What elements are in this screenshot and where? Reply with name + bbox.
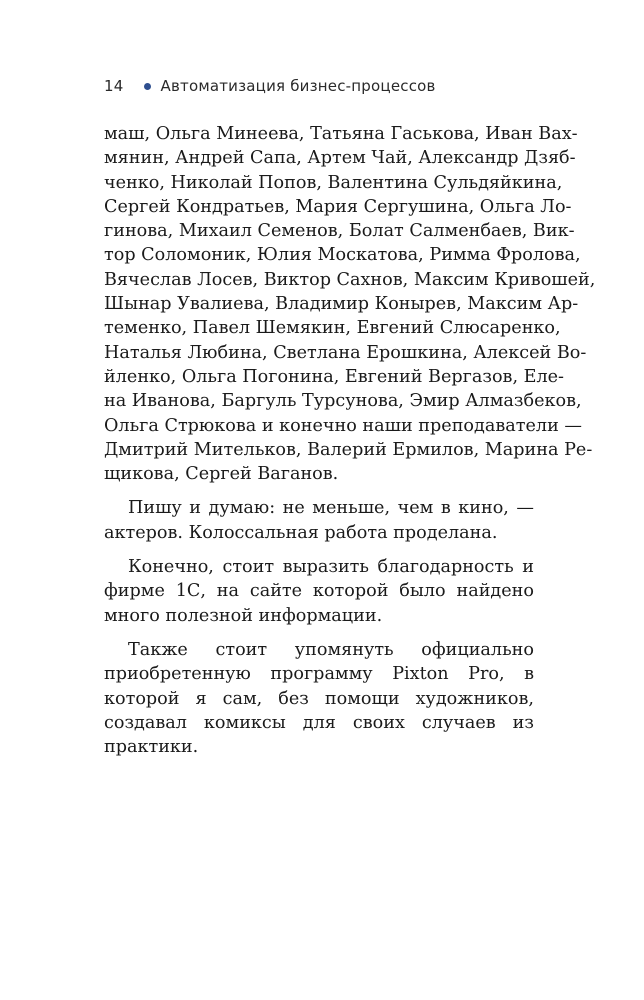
bullet-icon [144,83,151,90]
text-line: щикова, Сергей Ваганов. [104,464,339,485]
text-line: йленко, Ольга Погонина, Евгений Вергазов, Еле- [104,366,565,387]
text-line: мянин, Андрей Сапа, Артем Чай, Александр Дзяб- [104,148,576,169]
text-line: Наталья Любина, Светлана Ерошкина, Алексей Во- [104,342,587,363]
text-line: теменко, Павел Шемякин, Евгений Слюсаренко, [104,318,561,339]
paragraph-acknowledgements-list [104,122,596,486]
paragraph-actors: Пишу и думаю: не меньше, чем в кино, — актеров. Колоссальная работа проделана. [104,498,534,543]
running-title: Автоматизация бизнес-процессов [160,77,436,95]
text-line: на Иванова, Баргуль Турсунова, Эмир Алмазбеков, [104,391,582,412]
text-line: Ольга Стрюкова и конечно наши преподаватели — [104,415,582,436]
text-line: гинова, Михаил Семенов, Болат Салменбаев, Вик- [104,221,575,242]
running-header [104,74,436,98]
text-line: тор Соломоник, Юлия Москатова, Римма Фролова, [104,245,581,266]
body-text [104,122,596,769]
paragraph-pixton: Также стоит упомянуть официально приобретенную программу Pixton Pro, в которой я сам, без помощи художников, создавал комиксы для своих случаев из практики. [104,639,534,758]
text-line: маш, Ольга Минеева, Татьяна Гаськова, Иван Вах- [104,124,578,144]
text-line: Сергей Кондратьев, Мария Сергушина, Ольга Ло- [104,196,572,217]
page-number: 14 [104,77,124,95]
text-line: Вячеслав Лосев, Виктор Сахнов, Максим Кривошей, [104,269,596,290]
text-line: ченко, Николай Попов, Валентина Сульдяйкина, [104,172,563,193]
text-line: Дмитрий Мительков, Валерий Ермилов, Марина Ре- [104,439,593,460]
text-line: Шынар Увалиева, Владимир Конырев, Максим Ар- [104,294,579,315]
paragraph-thanks-1c: Конечно, стоит выразить благодарность и фирме 1С, на сайте которой было найдено много полезной информации. [104,557,534,626]
